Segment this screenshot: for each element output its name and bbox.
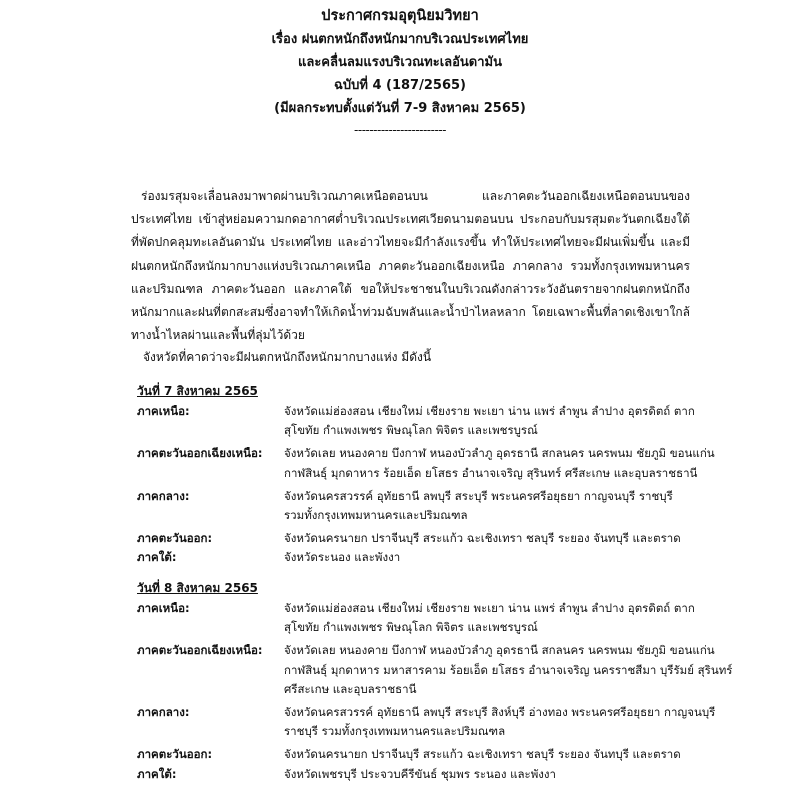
region-label: ภาคตะวันออกเฉียงเหนือ: [137, 643, 263, 658]
province-line: สุโขทัย กำแพงเพชร พิษณุโลก พิจิตร และเพชรบูรณ์ [284, 620, 538, 635]
region-south [137, 765, 697, 784]
region-northeast [137, 444, 715, 482]
issue-number: ฉบับที่ 4 (187/2565) [334, 78, 466, 93]
header-divider: ------------------------ [354, 123, 446, 137]
province-line: จังหวัดเลย หนองคาย บึงกาฬ หนองบัวลำภู อุดรธานี สกลนคร นครพนม ชัยภูมิ ขอนแก่น [284, 446, 715, 461]
subject-line-2: และคลื่นลมแรงบริเวณทะเลอันดามัน [297, 55, 502, 70]
province-line: จังหวัดนครนายก ปราจีนบุรี สระแก้ว ฉะเชิงเทรา ชลบุรี ระยอง จันทบุรี และตราด [284, 747, 681, 762]
region-provinces [284, 765, 697, 784]
region-provinces [284, 641, 732, 699]
region-east [137, 745, 697, 764]
province-line: จังหวัดเพชรบุรี ประจวบคีรีขันธ์ ชุมพร ระนอง และพังงา [284, 766, 556, 781]
region-northeast [137, 641, 733, 699]
region-label: ภาคกลาง: [137, 705, 190, 720]
day-section-2 [137, 579, 733, 788]
region-provinces [284, 529, 697, 548]
day-section-1 [137, 382, 715, 572]
region-label: ภาคใต้: [137, 550, 177, 565]
region-north [137, 599, 697, 637]
announcement-header [0, 5, 800, 140]
announcement-title: ประกาศกรมอุตุนิยมวิทยา [321, 8, 479, 24]
region-provinces [284, 444, 715, 482]
province-line: จังหวัดนครสวรรค์ อุทัยธานี ลพบุรี สระบุรี พระนครศรีอยุธยา กาญจนบุรี ราชบุรี [284, 488, 673, 503]
region-provinces [284, 745, 697, 764]
province-line: จังหวัดนครนายก ปราจีนบุรี สระแก้ว ฉะเชิงเทรา ชลบุรี ระยอง จันทบุรี และตราด [284, 531, 681, 546]
region-label: ภาคกลาง: [137, 488, 190, 503]
region-provinces [284, 548, 697, 567]
region-label: ภาคตะวันออกเฉียงเหนือ: [137, 446, 263, 461]
province-line: จังหวัดระนอง และพังงา [284, 550, 401, 565]
region-provinces [284, 599, 697, 637]
province-line: กาฬสินธุ์ มุกดาหาร มหาสารคาม ร้อยเอ็ด ยโสธร อำนาจเจริญ นครราชสีมา บุรีรัมย์ สุรินทร์ [284, 662, 733, 677]
province-line: จังหวัดแม่ฮ่องสอน เชียงใหม่ เชียงราย พะเยา น่าน แพร่ ลำพูน ลำปาง อุตรดิตถ์ ตาก [284, 404, 695, 418]
region-label: ภาคตะวันออก: [137, 531, 213, 546]
body-paragraph: ร่องมรสุมจะเลื่อนลงมาพาดผ่านบริเวณภาคเหนือตอนบน และภาคตะวันออกเฉียงเหนือตอนบนของประเทศไทย เข้าสู่หย่อมความกดอากาศต่ำบริเวณประเทศเวียดนามตอนบน ประกอบกับมรสุมตะวันตกเฉียงใต้ที่พัดปกคลุมทะเลอันดามัน ประเทศไทย และอ่าวไทยจะมีกำลังแรงขึ้น ทำให้ประเทศไทยจะมีฝนเพิ่มขึ้น และมีฝนตกหนักถึงหนักมากบางแห่งบริเวณภาคเหนือ ภาคตะวันออกเฉียงเหนือ ภาคกลาง รวมทั้งกรุงเทพมหานครและปริมณฑล ภาคตะวันออก และภาคใต้ ขอให้ประชาชนในบริเวณดังกล่าวระวังอันตรายจากฝนตกหนักถึงหนักมากและฝนที่ตกสะสมซึ่งอาจทำให้เกิดน้ำท่วมฉับพลันและน้ำป่าไหลหลาก โดยเฉพาะพื้นที่ลาดเชิงเขาใกล้ทางน้ำไหลผ่านและพื้นที่ลุ่มไว้ด้วย [131, 189, 690, 343]
region-provinces [284, 703, 715, 741]
region-provinces [284, 487, 697, 525]
region-south [137, 548, 697, 567]
province-line: ศรีสะเกษ และอุบลราชธานี [284, 681, 417, 696]
region-label: ภาคเหนือ: [137, 601, 190, 615]
region-label: ภาคตะวันออก: [137, 747, 213, 762]
day-title: วันที่ 8 สิงหาคม 2565 [137, 581, 258, 595]
subject-line-1: เรื่อง ฝนตกหนักถึงหนักมากบริเวณประเทศไทย [271, 32, 529, 47]
province-line: จังหวัดเลย หนองคาย บึงกาฬ หนองบัวลำภู อุดรธานี สกลนคร นครพนม ชัยภูมิ ขอนแก่น [284, 643, 715, 658]
province-line: กาฬสินธุ์ มุกดาหาร ร้อยเอ็ด ยโสธร อำนาจเจริญ สุรินทร์ ศรีสะเกษ และอุบลราชธานี [284, 465, 698, 480]
province-line: จังหวัดแม่ฮ่องสอน เชียงใหม่ เชียงราย พะเยา น่าน แพร่ ลำพูน ลำปาง อุตรดิตถ์ ตาก [284, 601, 695, 615]
region-label: ภาคใต้: [137, 766, 177, 781]
region-central [137, 703, 716, 741]
region-east [137, 529, 697, 548]
region-label: ภาคเหนือ: [137, 404, 190, 418]
region-provinces [284, 402, 697, 440]
effective-dates: (มีผลกระทบตั้งแต่วันที่ 7-9 สิงหาคม 2565) [274, 101, 526, 116]
intro-sentence: จังหวัดที่คาดว่าจะมีฝนตกหนักถึงหนักมากบางแห่ง มีดังนี้ [143, 350, 432, 364]
province-line: ราชบุรี รวมทั้งกรุงเทพมหานครและปริมณฑล [284, 724, 506, 739]
region-north [137, 402, 697, 440]
province-line: สุโขทัย กำแพงเพชร พิษณุโลก พิจิตร และเพชรบูรณ์ [284, 423, 538, 438]
province-line: จังหวัดนครสวรรค์ อุทัยธานี ลพบุรี สระบุรี สิงห์บุรี อ่างทอง พระนครศรีอยุธยา กาญจนบุรี [284, 705, 716, 720]
day-title: วันที่ 7 สิงหาคม 2565 [137, 384, 258, 398]
province-line: รวมทั้งกรุงเทพมหานครและปริมณฑล [284, 508, 468, 523]
region-central [137, 487, 697, 525]
